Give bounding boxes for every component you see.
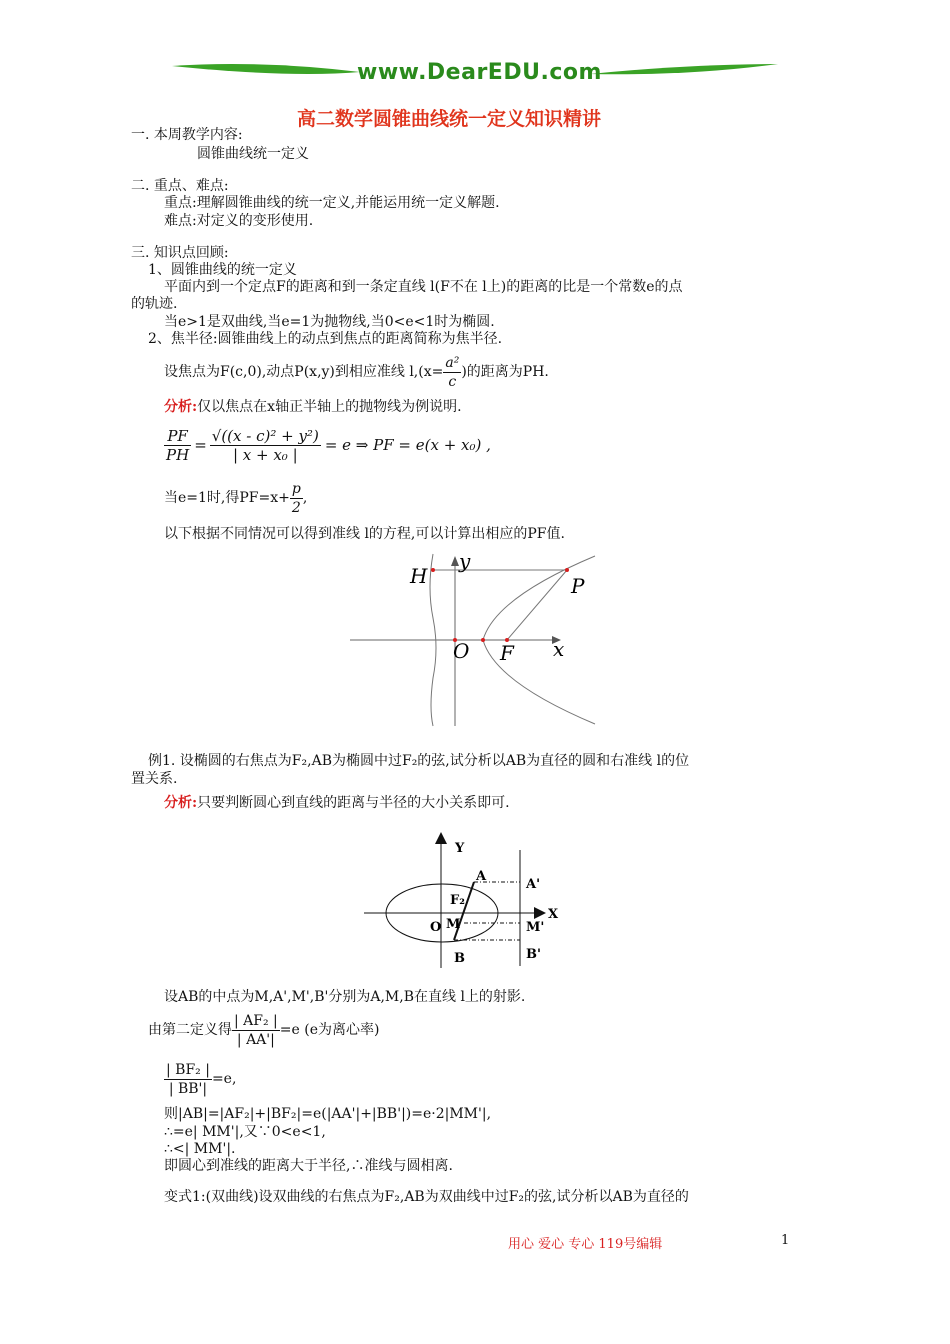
bf-frac-num: | BF₂ | [166, 1061, 210, 1078]
site-logo: www.DearEDU.com [357, 60, 602, 85]
section2-key: 重点:理解圆锥曲线的统一定义,并能运用统一定义解题. [164, 195, 500, 211]
label-b: B [454, 951, 465, 966]
formula-rhs: = e ⇒ PF = e(x + x₀) , [324, 436, 491, 454]
label-o: O [430, 920, 442, 935]
e1-fraction [290, 480, 303, 517]
label-m: M [446, 917, 461, 932]
analysis2-label: 分析: [164, 795, 198, 811]
y-arrow-icon [435, 832, 447, 844]
analysis1-text: 仅以焦点在x轴正半轴上的抛物线为例说明. [197, 399, 462, 415]
formula-lhs-den: PH [166, 445, 190, 464]
section1-heading: 一. 本周教学内容: [131, 127, 243, 143]
label-f2: F₂ [450, 893, 465, 908]
parabola-figure [345, 548, 605, 730]
label-a-prime: A' [526, 877, 541, 892]
e1-frac-num: p [291, 480, 301, 497]
page-title: 高二数学圆锥曲线统一定义知识精讲 [297, 108, 602, 130]
item1-title: 1、圆锥曲线的统一定义 [148, 262, 297, 278]
e1-line [164, 478, 307, 518]
focal-formula: $\frac{PF}{PH}$ = $\frac{\text{√((x - c)² + y²)}}{\text{| x + x₀ |}}$ = e ⇒ PF = e(x + x₀) , [166, 426, 491, 464]
def-pre: 由第二定义得 [148, 1022, 232, 1038]
setup-frac-num: a² [445, 354, 460, 371]
label-h: H [410, 564, 428, 588]
example1-line1: 例1. 设椭圆的右焦点为F₂,AB为椭圆中过F₂的弦,试分析以AB为直径的圆和右准线 l的位 [148, 753, 690, 769]
e1-post: , [302, 490, 308, 506]
def-fraction [232, 1012, 280, 1049]
item1-line1: 平面内到一个定点F的距离和到一条定直线 l(F不在 l上)的距离的比是一个常数e的点 [164, 279, 683, 295]
solution-lt: ∴<| MM'|. [164, 1141, 236, 1157]
analysis2-text: 只要判断圆心到直线的距离与半径的大小关系即可. [197, 795, 510, 811]
formula-lhs-num: PF [164, 427, 191, 446]
solution-e: ∴=e| MM'|,又∵0<e<1, [164, 1124, 326, 1140]
ellipse-figure [362, 830, 572, 972]
x-arrow-icon [534, 907, 546, 919]
y-arrow-icon [451, 556, 459, 566]
setup-line [164, 349, 549, 395]
section1-content: 圆锥曲线统一定义 [197, 146, 309, 162]
formula-mid-den: | x + x₀ | [232, 445, 298, 464]
definition-line [148, 1008, 379, 1052]
bf-line [164, 1057, 236, 1101]
pf-line [507, 570, 567, 640]
analysis1-label: 分析: [164, 399, 198, 415]
label-y: Y [455, 841, 465, 856]
solution-line1: 设AB的中点为M,A',M',B'分别为A,M,B在直线 l上的射影. [164, 989, 526, 1005]
section2-heading: 二. 重点、难点: [131, 178, 229, 194]
formula-mid-num: √((x - c)² + y²) [211, 426, 319, 445]
bf-post: =e, [211, 1071, 237, 1087]
setup-frac-den: c [448, 373, 457, 390]
label-x: X [548, 907, 559, 922]
analysis1 [164, 398, 462, 416]
formula-mid [210, 427, 321, 464]
variant1: 变式1:(双曲线)设双曲线的右焦点为F₂,AB为双曲线中过F₂的弦,试分析以AB为直径的 [164, 1189, 689, 1205]
e1-pre: 当e=1时,得PF=x+ [164, 490, 290, 506]
def-frac-den: | AA'| [236, 1031, 275, 1048]
item2-title: 2、焦半径:圆锥曲线上的动点到焦点的距离简称为焦半径. [148, 331, 503, 347]
formula-lhs [164, 427, 191, 464]
section3-heading: 三. 知识点回顾: [131, 245, 229, 261]
label-b-prime: B' [526, 947, 541, 962]
solution-conclusion: 即圆心到准线的距离大于半径,∴准线与圆相离. [164, 1158, 453, 1174]
setup-pre: 设焦点为F(c,0),动点P(x,y)到相应准线 l,(x= [164, 364, 444, 380]
def-frac-num: | AF₂ | [234, 1012, 278, 1029]
label-p: P [571, 574, 585, 598]
label-o: O [453, 639, 470, 663]
bf-frac-den: | BB'| [168, 1080, 208, 1097]
def-post: =e (e为离心率) [279, 1022, 380, 1038]
example1-line2: 置关系. [131, 771, 178, 787]
point-p [565, 568, 569, 572]
bf-fraction [164, 1061, 212, 1098]
label-x: x [553, 637, 565, 661]
label-m-prime: M' [526, 920, 545, 935]
label-f: F [500, 641, 514, 665]
e1-frac-den: 2 [291, 499, 301, 516]
section2-difficulty: 难点:对定义的变形使用. [164, 213, 314, 229]
setup-fraction [443, 354, 461, 391]
point-h [431, 568, 435, 572]
item1-line2: 的轨迹. [131, 296, 178, 312]
footer-slogan: 用心 爱心 专心 119号编辑 [508, 1237, 663, 1252]
label-y: y [459, 549, 471, 573]
page-number: 1 [781, 1233, 790, 1248]
setup-post: )的距离为PH. [461, 364, 549, 380]
conclusion-line: 以下根据不同情况可以得到准线 l的方程,可以计算出相应的PF值. [164, 526, 565, 542]
analysis2 [164, 794, 510, 812]
vertex-point [481, 638, 485, 642]
label-a: A [476, 869, 487, 884]
solution-ab: 则|AB|=|AF₂|+|BF₂|=e(|AA'|+|BB'|)=e·2|MM'|, [164, 1106, 492, 1122]
item1-line3: 当e>1是双曲线,当e=1为抛物线,当0<e<1时为椭圆. [164, 314, 495, 330]
